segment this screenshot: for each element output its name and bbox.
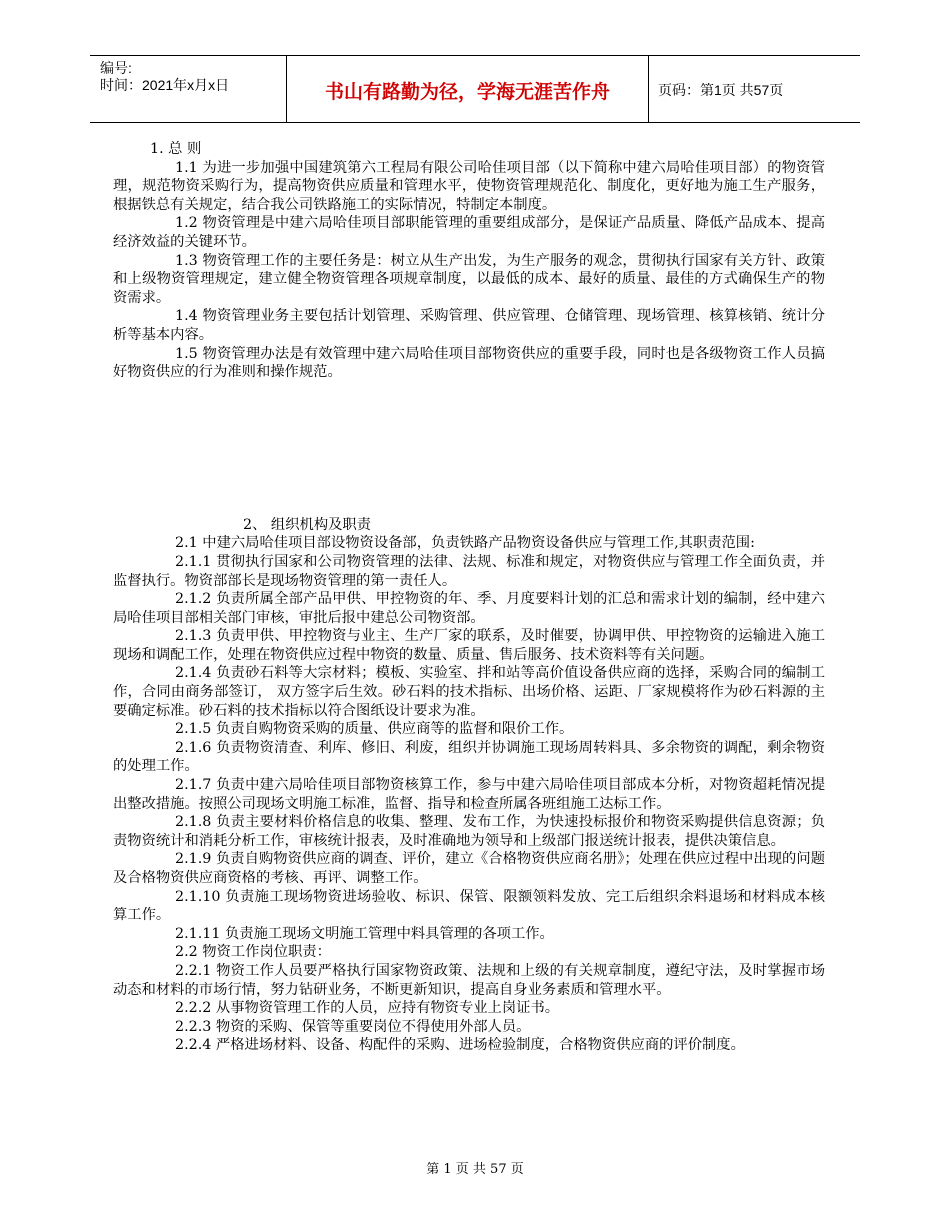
- section-heading-1: 1. 总 则: [150, 141, 202, 157]
- paragraph-2-1-8: 2.1.8 负责主要材料价格信息的收集、整理、发布工作，为快速投标报价和物资采购提供信息资源；负责物资统计和消耗分析工作，审核统计报表，及时准确地为领导和上级部门报送统计报表，提供决策信息。: [113, 814, 825, 849]
- section-heading-2: 2、 组织机构及职责: [243, 516, 372, 533]
- header-motto-cell: [286, 56, 649, 122]
- document-number-label: 编号:: [100, 60, 132, 76]
- paragraph-2-2-1: 2.2.1 物资工作人员要严格执行国家物资政策、法规和上级的有关规章制度，遵纪守法，及时掌握市场动态和材料的市场行情，努力钻研业务，不断更新知识，提高自身业务素质和管理水平。: [113, 962, 825, 998]
- paragraph-2-1-3: 2.1.3 负责甲供、甲控物资与业主、生产厂家的联系，及时催要，协调甲供、甲控物资的运输进入施工现场和调配工作，处理在物资供应过程中物资的数量、质量、售后服务、技术资料等有关问题。: [113, 628, 825, 663]
- paragraph-2-1-5: 2.1.5 负责自购物资采购的质量、供应商等的监督和限价工作。: [175, 721, 574, 738]
- paragraph-2-2-2: 2.2.2 从事物资管理工作的人员，应持有物资专业上岗证书。: [175, 1000, 560, 1017]
- paragraph-2-1-6: 2.1.6 负责物资清查、利库、修旧、利废，组织并协调施工现场周转料具、多余物资的调配，剩余物资的处理工作。: [113, 739, 825, 775]
- paragraph-1-5: 1.5 物资管理办法是有效管理中建六局哈佳项目部物资供应的重要手段，同时也是各级物资工作人员搞好物资供应的行为准则和操作规范。: [113, 345, 825, 381]
- paragraph-2-1: 2.1 中建六局哈佳项目部设物资设备部，负责铁路产品物资设备供应与管理工作,其职责范围:: [175, 535, 755, 552]
- header-page-info: 页码：第1页 共57页: [658, 82, 784, 98]
- paragraph-2-1-4: 2.1.4 负责砂石料等大宗材料；模板、实验室、拌和站等高价值设备供应商的选择，采购合同的编制工作，合同由商务部签订， 双方签字后生效。砂石料的技术指标、出场价格、运距、厂家规模将作为砂石料源的主要确定标准。砂石料的技术指标以符合图纸设计要求为准。: [113, 665, 825, 719]
- header-left-cell: [90, 56, 286, 122]
- paragraph-1-2: 1.2 物资管理是中建六局哈佳项目部职能管理的重要组成部分，是保证产品质量、降低产品成本、提高经济效益的关键环节。: [113, 215, 825, 250]
- paragraph-1-1: 1.1 为进一步加强中国建筑第六工程局有限公司哈佳项目部（以下简称中建六局哈佳项目部）的物资管理，规范物资采购行为，提高物资供应质量和管理水平，使物资管理规范化、制度化，更好地为施工生产服务，根据铁总有关规定，结合我公司铁路施工的实际情况，特制定本制度。: [113, 159, 825, 213]
- paragraph-2-1-10: 2.1.10 负责施工现场物资进场验收、标识、保管、限额领料发放、完工后组织余料退场和材料成本核算工作。: [113, 888, 825, 924]
- page-header: [90, 55, 860, 123]
- paragraph-1-3: 1.3 物资管理工作的主要任务是：树立从生产出发，为生产服务的观念，贯彻执行国家有关方针、政策和上级物资管理规定，建立健全物资管理各项规章制度，以最低的成本、最好的质量、最佳的方式确保生产的物资需求。: [113, 252, 825, 306]
- paragraph-2-1-9: 2.1.9 负责自购物资供应商的调查、评价，建立《合格物资供应商名册》；处理在供应过程中出现的问题及合格物资供应商资格的考核、再评、调整工作。: [113, 851, 825, 886]
- paragraph-2-1-11: 2.1.11 负责施工现场文明施工管理中料具管理的各项工作。: [175, 925, 554, 942]
- header-motto: 书山有路勤为径，学海无涯苦作舟: [324, 81, 610, 103]
- paragraph-2-2-3: 2.2.3 物资的采购、保管等重要岗位不得使用外部人员。: [175, 1018, 531, 1035]
- paragraph-2-2: 2.2 物资工作岗位职责：: [175, 944, 331, 961]
- paragraph-2-1-1: 2.1.1 贯彻执行国家和公司物资管理的法律、法规、标准和规定，对物资供应与管理工作全面负责，并监督执行。物资部部长是现场物资管理的第一责任人。: [113, 553, 825, 589]
- header-page-cell: [648, 56, 860, 122]
- document-body: [113, 140, 825, 1055]
- document-date: 时间：2021年x月x日: [100, 77, 230, 93]
- paragraph-2-1-2: 2.1.2 负责所属全部产品甲供、甲控物资的年、季、月度要料计划的汇总和需求计划的编制，经中建六局哈佳项目部相关部门审核，审批后报中建总公司物资部。: [113, 591, 825, 626]
- paragraph-2-2-4: 2.2.4 严格进场材料、设备、构配件的采购、进场检验制度，合格物资供应商的评价制度。: [175, 1037, 745, 1054]
- paragraph-1-4: 1.4 物资管理业务主要包括计划管理、采购管理、供应管理、仓储管理、现场管理、核算核销、统计分析等基本内容。: [113, 308, 825, 343]
- page-footer: 第 1 页 共 57 页: [426, 1162, 524, 1177]
- paragraph-2-1-7: 2.1.7 负责中建六局哈佳项目部物资核算工作，参与中建六局哈佳项目部成本分析，对物资超耗情况提出整改措施。按照公司现场文明施工标准，监督、指导和检查所属各班组施工达标工作。: [113, 777, 825, 812]
